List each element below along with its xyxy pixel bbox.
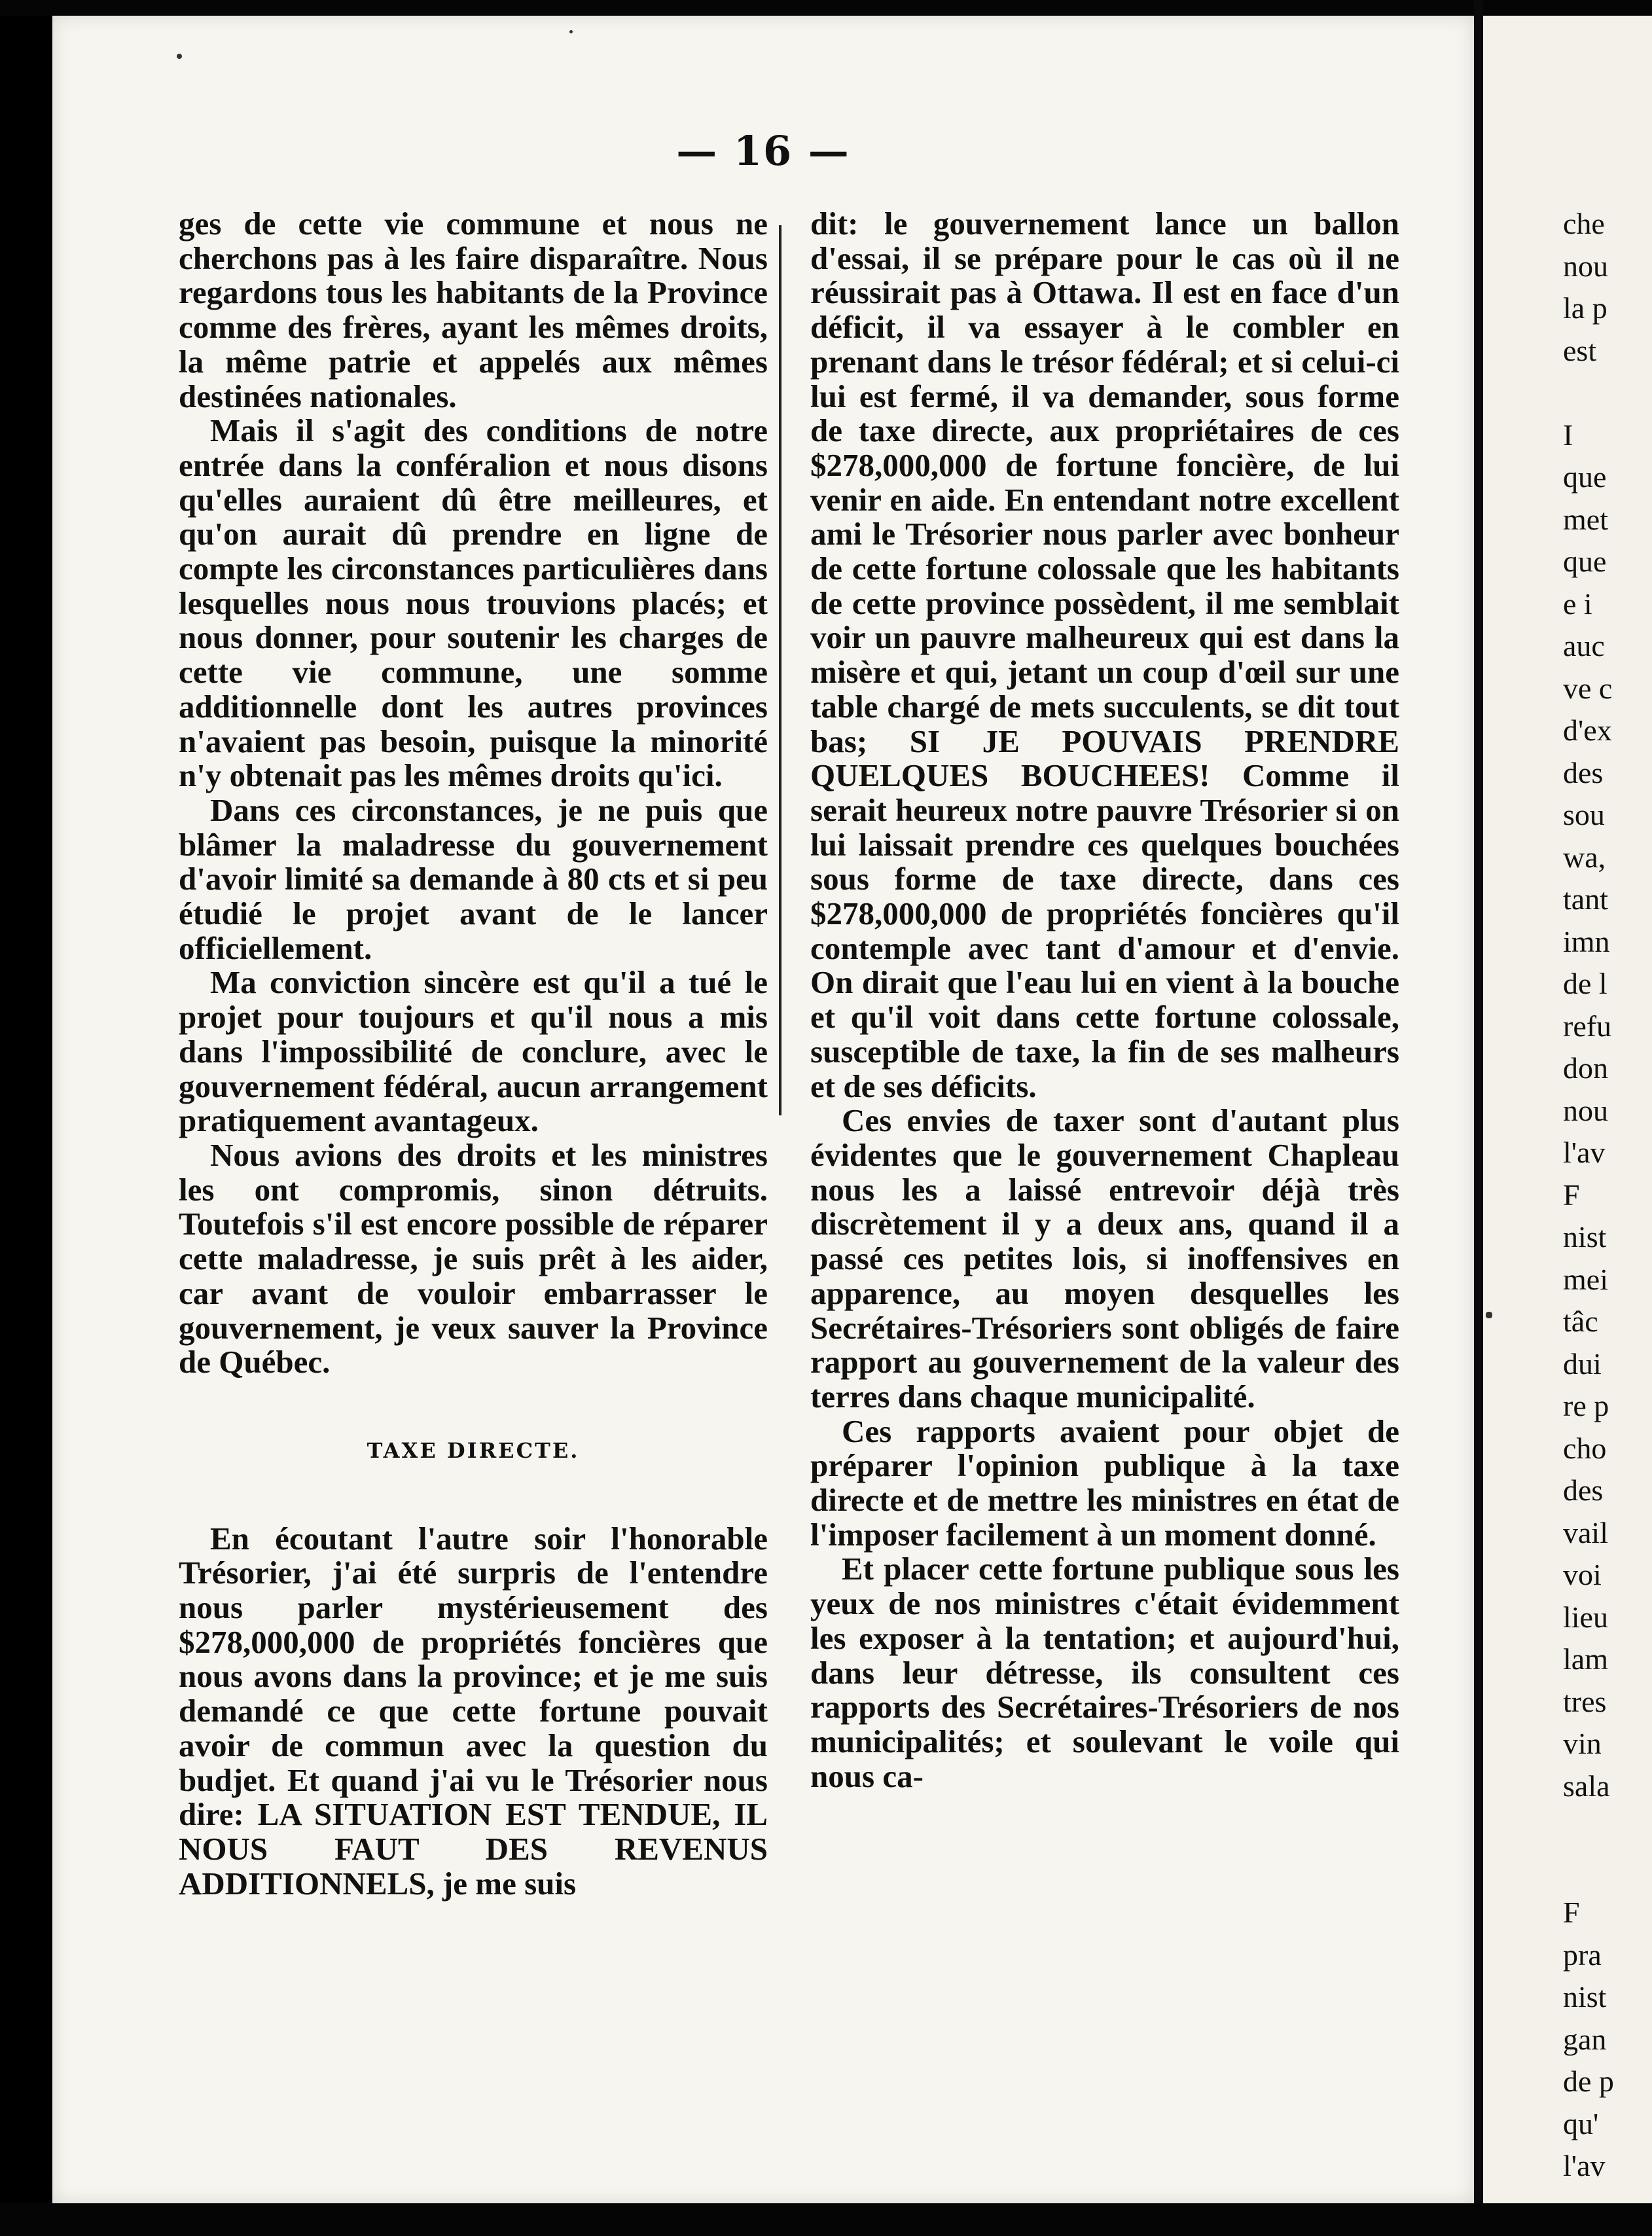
facing-page-line: F — [1563, 1178, 1580, 1212]
facing-page-line: l'av — [1563, 1136, 1606, 1169]
facing-page-line: que — [1563, 545, 1607, 578]
facing-page-line: nou — [1563, 1093, 1608, 1127]
facing-page-line: des — [1563, 755, 1604, 789]
facing-page-line: est — [1563, 333, 1597, 367]
scan-border-top — [0, 0, 1652, 16]
facing-page-line: vin — [1563, 1727, 1602, 1760]
speck-mark — [177, 54, 182, 59]
paragraph: ges de cette vie commune et nous ne cherchons pas à les faire disparaître. Nous regardons tous les habitants de la Province comme des frères, ayant les mêmes droits, la même patrie et appelés aux mêmes destinées nationales. — [179, 206, 768, 414]
facing-page-line: vail — [1563, 1515, 1608, 1549]
facing-page-line: de l — [1563, 967, 1607, 1000]
page-number: — 16 — — [676, 127, 850, 175]
facing-page-line: nou — [1563, 249, 1608, 283]
paragraph: Mais il s'agit des conditions de notre entrée dans la conféralion et nous disons qu'elles auraient dû être meilleures, et qu'on aurait dû prendre en ligne de compte les circonstances particulières dans lesquelles nous nous trouvions placés; et nous donner, pour soutenir les charges de cette vie commune, une somme additionnelle dont les autres provinces n'avaient pas besoin, puisque la minorité n'y obtenait pas les mêmes droits qu'ici. — [179, 412, 768, 794]
facing-page-line: qu' — [1563, 2106, 1599, 2140]
facing-page-line: cho — [1563, 1431, 1607, 1465]
facing-page-line: lieu — [1563, 1600, 1608, 1634]
facing-page-line: tant — [1563, 882, 1608, 916]
paragraph: Ces rapports avaient pour objet de préparer l'opinion publique à la taxe directe et de mettre les ministres en état de l'imposer facilement à un moment donné. — [810, 1413, 1399, 1553]
facing-page-line: imn — [1563, 924, 1610, 958]
facing-page-line: mei — [1563, 1262, 1608, 1296]
facing-page-line: I — [1563, 418, 1573, 452]
paragraph: Dans ces circonstances, je ne puis que blâmer la maladresse du gouvernement d'avoir limité sa demande à 80 cts et si peu étudié le projet avant de le lancer officiellement. — [179, 791, 768, 966]
facing-page-line: dui — [1563, 1346, 1602, 1380]
facing-page-line: ve c — [1563, 671, 1613, 705]
facing-page-line: l'av — [1563, 2149, 1606, 2182]
right-column — [810, 207, 1399, 1794]
book-spine — [1474, 0, 1483, 2236]
facing-page-line: d'ex — [1563, 713, 1612, 747]
paragraph: Ces envies de taxer sont d'autant plus évidentes que le gouvernement Chapleau nous les a laissé entrevoir déjà très discrètement il y a deux ans, quand il a passé ces petites lois, si inoffensives en apparence, au moyen desquelles les Secrétaires-Trésoriers sont obligés de faire rapport au gouvernement de la valeur des terres dans chaque municipalité. — [810, 1102, 1399, 1415]
left-column — [179, 207, 768, 1901]
facing-page-line: nist — [1563, 1220, 1607, 1253]
facing-page-line: de p — [1563, 2065, 1614, 2098]
facing-page-line: don — [1563, 1051, 1608, 1085]
speck-mark — [1486, 1312, 1492, 1318]
facing-page-line: auc — [1563, 629, 1605, 662]
paragraph: Nous avions des droits et les ministres les ont compromis, sinon détruits. Toutefois s'il est encore possible de réparer cette maladresse, je suis prêt à les aider, car avant de vouloir embarrasser le gouvernement, je veux sauver la Province de Québec. — [179, 1136, 768, 1380]
facing-page-line: wa, — [1563, 840, 1606, 874]
facing-page-line: met — [1563, 502, 1608, 536]
facing-page-line: que — [1563, 460, 1607, 494]
facing-page-line: F — [1563, 1896, 1580, 1929]
facing-page-line: re p — [1563, 1389, 1609, 1422]
paragraph: Ma conviction sincère est qu'il a tué le projet pour toujours et qu'il nous a mis dans l'impossibilité de conclure, avec le gouvernement fédéral, aucun arrangement pratiquement avantageux. — [179, 964, 768, 1139]
paragraph: Et placer cette fortune publique sous les yeux de nos ministres c'était évidemment les exposer à la tentation; et aujourd'hui, dans leur détresse, ils consultent ces rapports des Secrétaires-Trésoriers de nos municipalités; et soulevant le voile qui nous ca- — [810, 1551, 1399, 1794]
paragraph: dit: le gouvernement lance un ballon d'essai, il se prépare pour le cas où il ne réussirait pas à Ottawa. Il est en face d'un déficit, il va essayer à le combler en prenant dans le trésor fédéral; et si celui-ci lui est fermé, il va demander, sous forme de taxe directe, aux propriétaires de ces $278,000,000 de fortune foncière, de lui venir en aide. En entendant notre excellent ami le Trésorier nous parler avec bonheur de cette fortune colossale que les habitants de cette province possèdent, il me semblait voir un pauvre malheureux qui est dans la misère et qui, jetant un coup d'œil sur une table chargé de mets succulents, se dit tout bas; SI JE POUVAIS PRENDRE QUELQUES BOUCHEES! Comme il serait heureux notre pauvre Trésorier si on lui laissait prendre ces quelques bouchées sous forme de taxe directe, dans ces $278,000,000 de propriétés foncières qu'il contemple avec tant d'amour et d'envie. On dirait que l'eau lui en vient à la bouche et qu'il voit dans cette fortune colossale, susceptible de taxe, la fin de ses malheurs et de ses déficits. — [810, 206, 1399, 1104]
facing-page-line: la p — [1563, 291, 1607, 325]
facing-page-line: nist — [1563, 1980, 1607, 2013]
scan-border-bottom — [0, 2203, 1652, 2236]
facing-page-line: tâc — [1563, 1305, 1598, 1338]
facing-page-line: sala — [1563, 1769, 1610, 1803]
facing-page-line: lam — [1563, 1642, 1608, 1676]
paragraph: En écoutant l'autre soir l'honorable Trésorier, j'ai été surpris de l'entendre nous parler mystérieusement des $278,000,000 de propriétés foncières que nous avons dans la province; et je me suis demandé ce que cette fortune pouvait avoir de commun avec la question du budjet. Et quand j'ai vu le Trésorier nous dire: LA SITUATION EST TENDUE, IL NOUS FAUT DES REVENUS ADDITIONNELS, je me suis — [179, 1520, 768, 1902]
facing-page-line: refu — [1563, 1009, 1612, 1043]
speck-mark — [569, 30, 573, 33]
document-page — [52, 16, 1474, 2203]
facing-page-line: gan — [1563, 2022, 1607, 2056]
facing-page-line: tres — [1563, 1684, 1607, 1718]
facing-page-line: voi — [1563, 1558, 1602, 1591]
section-heading: TAXE DIRECTE. — [367, 1437, 580, 1463]
facing-page-line: sou — [1563, 798, 1605, 831]
facing-page-line: pra — [1563, 1938, 1602, 1972]
facing-page-line: e i — [1563, 586, 1592, 621]
column-divider — [779, 225, 781, 1115]
facing-page-line: des — [1563, 1473, 1604, 1507]
facing-page-line: che — [1563, 207, 1605, 240]
